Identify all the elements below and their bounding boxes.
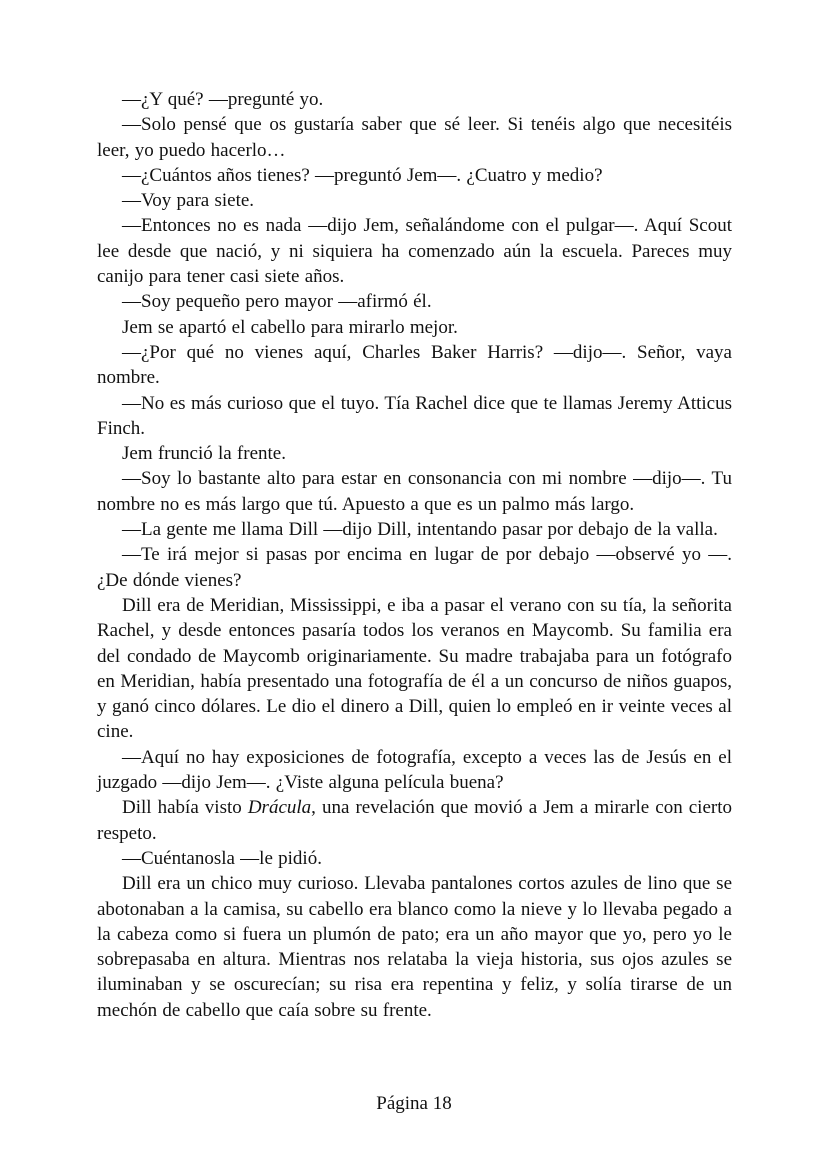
italic-text: Drácula	[247, 797, 312, 819]
paragraph	[97, 188, 732, 213]
paragraph	[97, 517, 732, 542]
text-segment: —Aquí no hay exposiciones de fotografía, excepto a veces las de Jesús en el juzgado —dijo Jem—. ¿Viste alguna película buena?	[97, 746, 732, 794]
paragraph	[97, 593, 732, 745]
paragraph	[97, 391, 732, 442]
text-segment: —Soy pequeño pero mayor —afirmó él.	[122, 291, 432, 313]
paragraph	[97, 112, 732, 163]
text-segment: —¿Cuántos años tienes? —preguntó Jem—. ¿Cuatro y medio?	[122, 164, 603, 186]
text-segment: —Te irá mejor si pasas por encima en lugar de por debajo —observé yo —. ¿De dónde vienes?	[97, 544, 732, 591]
paragraph	[97, 163, 732, 188]
paragraph	[97, 213, 732, 289]
text-segment: Jem se apartó el cabello para mirarlo mejor.	[122, 316, 458, 338]
text-segment: Dill era de Meridian, Mississippi, e iba a pasar el verano con su tía, la señorita Rachel, y desde entonces pasaría todos los veranos en Maycomb. Su familia era del condado de Maycomb originariamente. Su madre trabajaba para un fotógrafo en Meridian, había presentado una fotografía de él a un concurso de niños guapos, y ganó cinco dólares. Le dio el dinero a Dill, quien lo empleó en ir veinte veces al cine.	[97, 594, 732, 743]
text-segment: —¿Por qué no vienes aquí, Charles Baker Harris? —dijo—. Señor, vaya nombre.	[97, 341, 732, 389]
text-segment: Dill había visto	[122, 797, 248, 819]
paragraph	[97, 466, 732, 517]
text-segment: —Entonces no es nada —dijo Jem, señalándome con el pulgar—. Aquí Scout lee desde que nació, y ni siquiera ha comenzado aún la escuela. Pareces muy canijo para tener casi siete años.	[97, 215, 732, 288]
text-segment: Jem frunció la frente.	[122, 443, 286, 465]
text-segment: —Soy lo bastante alto para estar en consonancia con mi nombre —dijo—. Tu nombre no es más largo que tú. Apuesto a que es un palmo más largo.	[97, 468, 732, 515]
paragraph	[97, 289, 732, 314]
text-segment: —No es más curioso que el tuyo. Tía Rachel dice que te llamas Jeremy Atticus Finch.	[97, 392, 732, 439]
paragraph	[97, 542, 732, 593]
text-segment: Dill era un chico muy curioso. Llevaba pantalones cortos azules de lino que se abotonaban a la camisa, su cabello era blanco como la nieve y lo llevaba pegado a la cabeza como si fuera un plumón de pato; era un año mayor que yo, pero yo le sobrepasaba en altura. Mientras nos relataba la vieja historia, sus ojos azules se iluminaban y se oscurecían; su risa era repentina y feliz, y solía tirarse de un mechón de cabello que caía sobre su frente.	[97, 873, 732, 1021]
page-text	[97, 87, 732, 1023]
text-segment: —Voy para siete.	[122, 190, 255, 212]
paragraph	[97, 315, 732, 340]
paragraph	[97, 871, 732, 1023]
text-segment: —Cuéntanosla —le pidió.	[122, 847, 322, 869]
text-segment: —Solo pensé que os gustaría saber que sé leer. Si tenéis algo que necesitéis leer, yo puedo hacerlo…	[97, 114, 732, 161]
text-segment: , una revelación que movió a Jem a mirarle con cierto respeto.	[97, 797, 733, 844]
paragraph	[97, 846, 732, 871]
paragraph	[97, 795, 732, 846]
paragraph	[97, 340, 732, 391]
paragraph	[97, 87, 732, 112]
text-segment: —La gente me llama Dill —dijo Dill, intentando pasar por debajo de la valla.	[122, 519, 718, 541]
paragraph	[97, 441, 732, 466]
text-segment: —¿Y qué? —pregunté yo.	[122, 89, 324, 110]
page-number: Página 18	[376, 1093, 452, 1114]
paragraph	[97, 745, 732, 796]
